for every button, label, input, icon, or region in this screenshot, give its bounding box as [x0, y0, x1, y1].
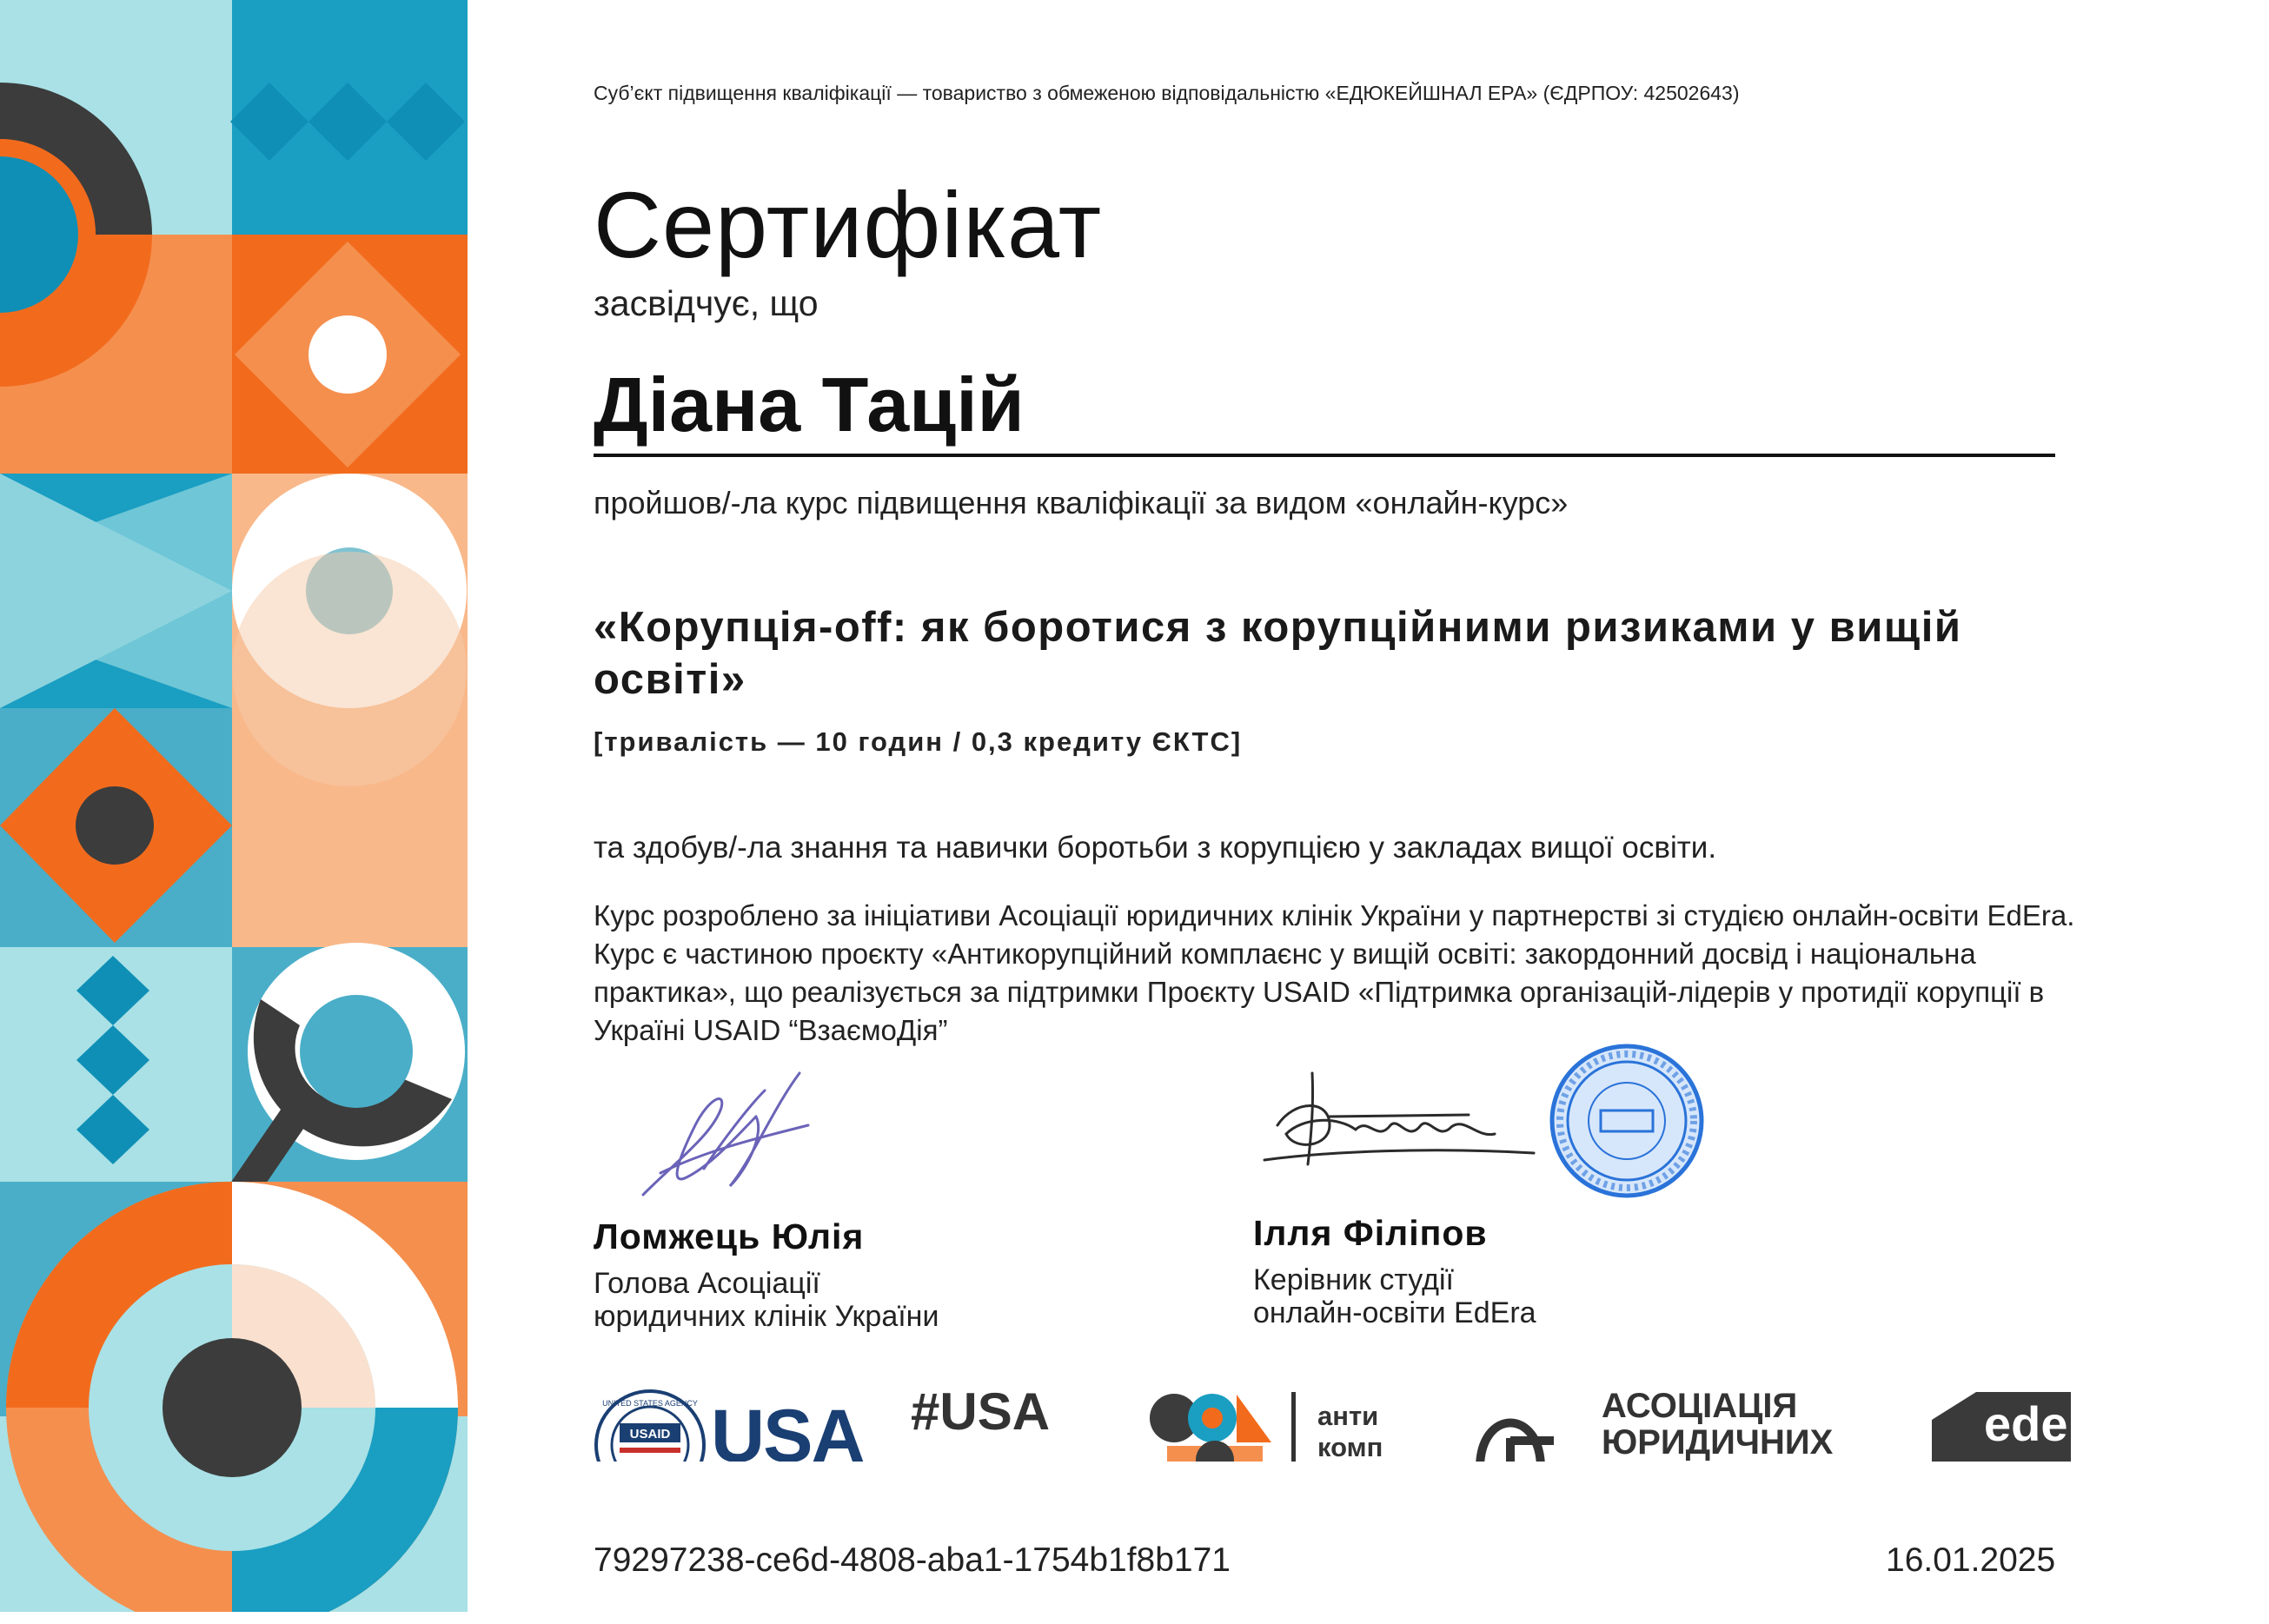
passed-text: пройшов/-ла курс підвищення кваліфікації за видом «онлайн-курс» — [594, 485, 1569, 520]
signature-filipov — [1260, 1064, 1547, 1177]
stamp-icon — [1549, 1043, 1705, 1199]
course-duration: [тривалість — 10 годин / 0,3 кредиту ЄКТС] — [594, 726, 1243, 757]
certificate-id: 79297238-ce6d-4808-aba1-1754b1f8b171 — [594, 1541, 1231, 1579]
signatory-2-role-line2: онлайн-освіти EdEra — [1253, 1296, 1536, 1329]
association-logo-icon — [1471, 1390, 1558, 1462]
usaid-seal-inner-text: USAID — [629, 1427, 671, 1442]
signatory-2-name: Ілля Філіпов — [1253, 1213, 1488, 1253]
name-underline — [594, 454, 2055, 457]
gained-text: та здобув/-ла знання та навички боротьби з корупцією у закладах вищої освіти. — [594, 831, 1717, 865]
usaid-seal-ring-text: UNITED STATES AGENCY — [602, 1399, 698, 1408]
bottom-margin — [0, 1612, 2269, 1624]
subject-line: Суб’єкт підвищення кваліфікації — товариство з обмеженою відповідальністю «ЕДЮКЕЙШНАЛ ЕРА» (ЄДРПОУ: 42502643) — [594, 82, 1740, 104]
anticorruption-text-line1: анти — [1317, 1401, 1379, 1431]
diamond-row-icon — [230, 83, 465, 161]
signatory-1-role-line1: Голова Асоціації — [594, 1267, 820, 1300]
anticorruption-logo-icon — [1150, 1390, 1280, 1462]
logo-divider — [1291, 1392, 1296, 1462]
hashtag-logo: #USA — [911, 1382, 1051, 1441]
decorative-pattern — [0, 0, 468, 1612]
usaid-seal-icon — [594, 1389, 707, 1462]
usaid-wordmark: USA — [711, 1395, 864, 1462]
certificate-title: Сертифікат — [594, 172, 1103, 277]
association-text-line2: ЮРИДИЧНИХ — [1602, 1423, 1834, 1462]
anticorruption-text-line2: комп — [1317, 1432, 1383, 1462]
partner-logos — [594, 1382, 2071, 1462]
signature-lomzhets — [626, 1056, 834, 1212]
certificate-date: 16.01.2025 — [1886, 1541, 2056, 1579]
association-text-line1: АСОЦІАЦІЯ — [1602, 1387, 1798, 1425]
signatory-1-name: Ломжець Юлія — [594, 1216, 865, 1256]
course-title: «Корупція-off: як боротися з корупційними ризиками у вищій освіті» — [594, 604, 1962, 703]
edera-wordmark: ede — [1984, 1396, 2068, 1451]
course-about: Курс розроблено за ініціативи Асоціації юридичних клінік України у партнерстві зі студією онлайн-освіти EdEra. Курс є частиною проєкту «Антикорупційний комплаєнс у вищій освіті: закордонний досвід і національна практика», що реалізується за підтримки Проєкту USAID «Підтримка організацій-лідерів у протидії корупції в Україні USAID “ВзаємоДія” — [594, 899, 2075, 1046]
signatory-2-role-line1: Керівник студії — [1253, 1263, 1454, 1296]
certificate-subtitle: засвідчує, що — [594, 283, 819, 323]
signatory-1-role-line2: юридичних клінік України — [594, 1300, 939, 1333]
recipient-name: Діана Тацій — [594, 361, 1025, 447]
